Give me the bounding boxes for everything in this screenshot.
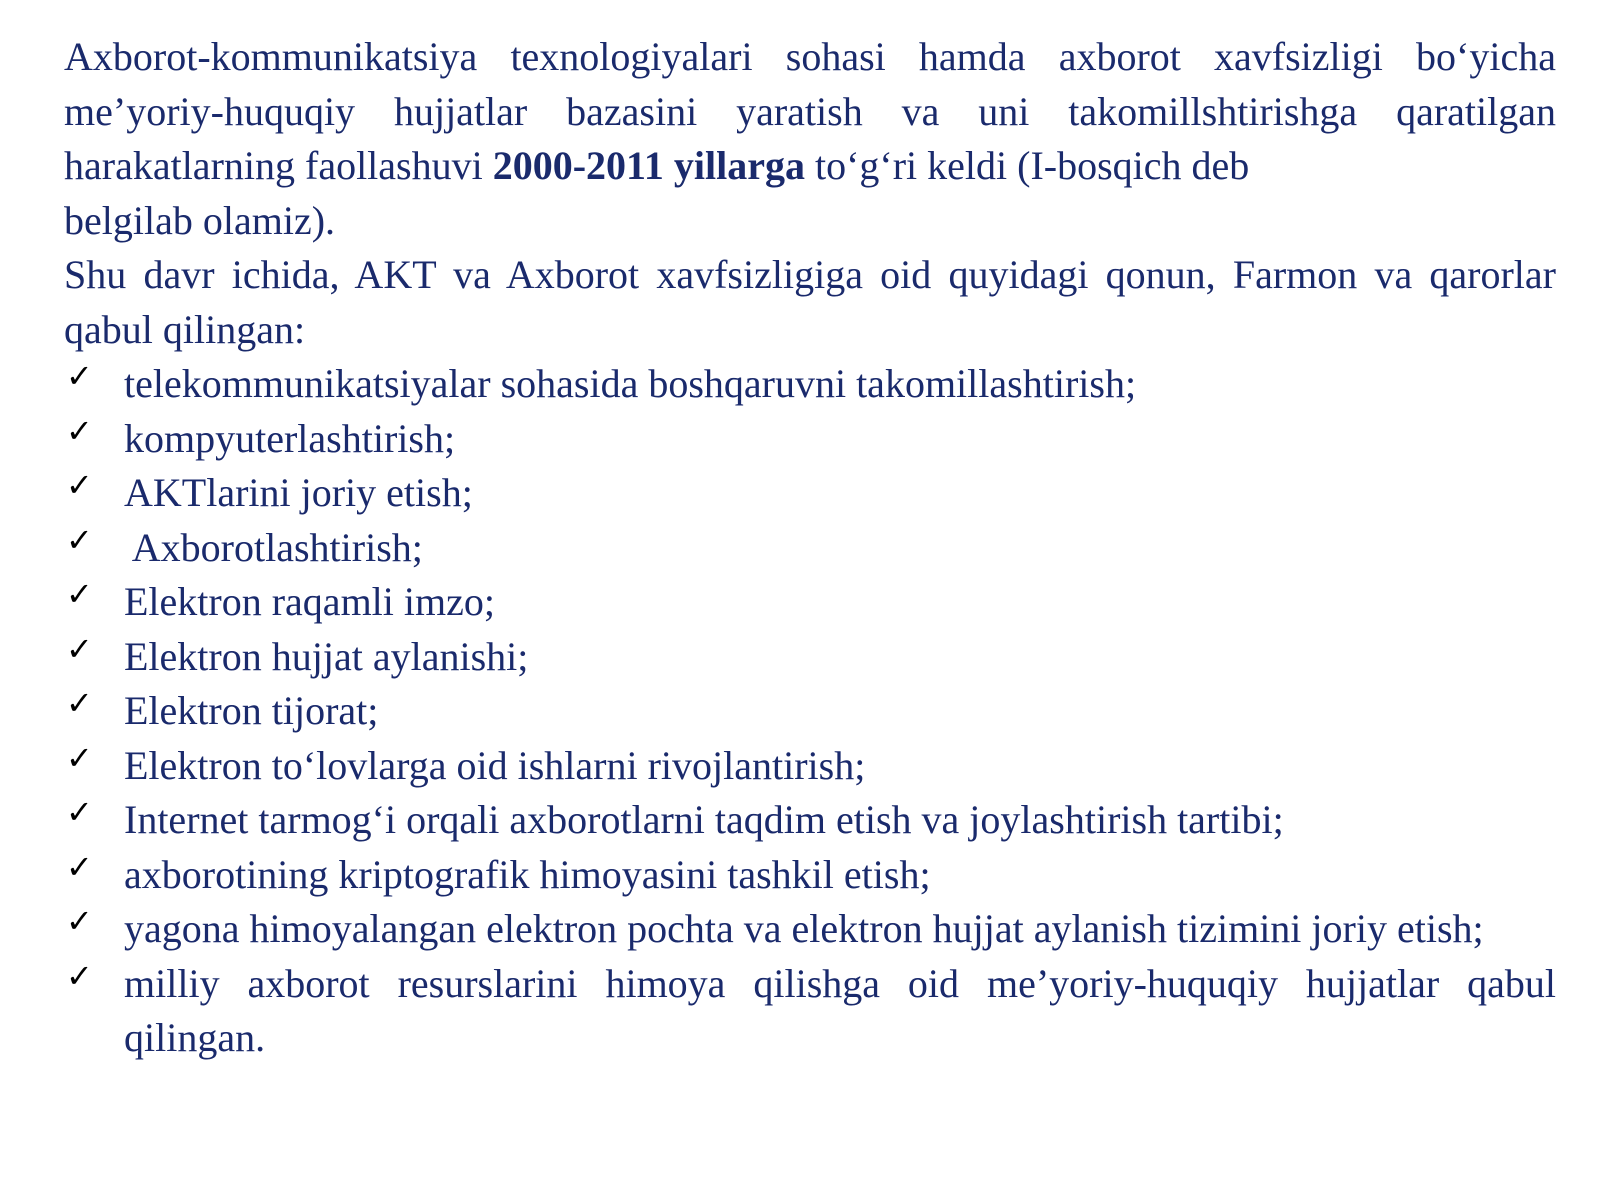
checkmark-icon: ✓ (66, 956, 93, 995)
checkmark-icon: ✓ (66, 520, 93, 559)
checkmark-icon: ✓ (66, 684, 93, 722)
intro-text-after: to‘g‘ri keldi (I-bosqich deb (804, 143, 1250, 188)
lead-paragraph: Shu davr ichida, AKT va Axborot xavfsizligiga oid quyidagi qonun, Farmon va qarorlar qabul qilingan: (64, 252, 1556, 352)
intro-text: Axborot-kommunikatsiya texnologiyalari sohasi hamda axborot xavfsizligi bo‘yicha me’yoriy-huquqiy hujjatlar bazasini yaratish va uni takomillshtirishga qaratilgan harakatlarning faollashuvi (64, 34, 1556, 188)
checkmark-icon: ✓ (66, 466, 93, 504)
list-item (64, 739, 1556, 794)
list-item-text: Elektron tijorat; (124, 688, 379, 733)
list-item (64, 357, 1556, 412)
checkmark-icon: ✓ (66, 738, 93, 777)
checkmark-icon: ✓ (66, 411, 93, 450)
checkmark-icon: ✓ (66, 357, 93, 395)
list-item-text: Elektron to‘lovlarga oid ishlarni rivojlantirish; (124, 742, 866, 788)
list-item (64, 575, 1556, 630)
list-item-text: AKTlarini joriy etish; (124, 470, 473, 515)
list-item (64, 684, 1556, 739)
list-item-text: Internet tarmog‘i orqali axborotlarni taqdim etish va joylashtirish tartibi; (124, 797, 1284, 842)
checkmark-icon: ✓ (66, 629, 93, 668)
list-item-text: telekommunikatsiyalar sohasida boshqaruvni takomillashtirish; (124, 361, 1137, 406)
checkmark-icon: ✓ (66, 847, 93, 886)
list-item-text: Elektron hujjat aylanishi; (124, 633, 529, 679)
list-item-text: axborotining kriptografik himoyasini tashkil etish; (124, 851, 931, 897)
list-item-text: yagona himoyalangan elektron pochta va elektron hujjat aylanish tizimini joriy etish; (124, 906, 1484, 951)
list-item (64, 466, 1556, 521)
intro-continuation: belgilab olamiz). (64, 197, 336, 243)
checkmark-icon: ✓ (66, 793, 93, 831)
list-item-text: Axborotlashtirish; (124, 524, 423, 570)
list-item (64, 630, 1556, 685)
slide-content (64, 30, 1556, 1066)
list-item (64, 848, 1556, 903)
checkmark-icon: ✓ (66, 575, 93, 613)
list-item-text: milliy axborot resurslarini himoya qilishga oid me’yoriy-huquqiy hujjatlar qabul qilingan. (124, 960, 1556, 1060)
list-item (64, 957, 1556, 1066)
list-item (64, 412, 1556, 467)
intro-paragraph (64, 30, 1556, 194)
intro-bold-years: 2000-2011 yillarga (492, 143, 805, 188)
checklist (64, 357, 1556, 1066)
list-item-text: kompyuterlashtirish; (124, 415, 456, 461)
list-item (64, 521, 1556, 576)
checkmark-icon: ✓ (66, 902, 93, 940)
list-item (64, 793, 1556, 848)
list-item (64, 902, 1556, 957)
list-item-text: Elektron raqamli imzo; (124, 579, 495, 624)
